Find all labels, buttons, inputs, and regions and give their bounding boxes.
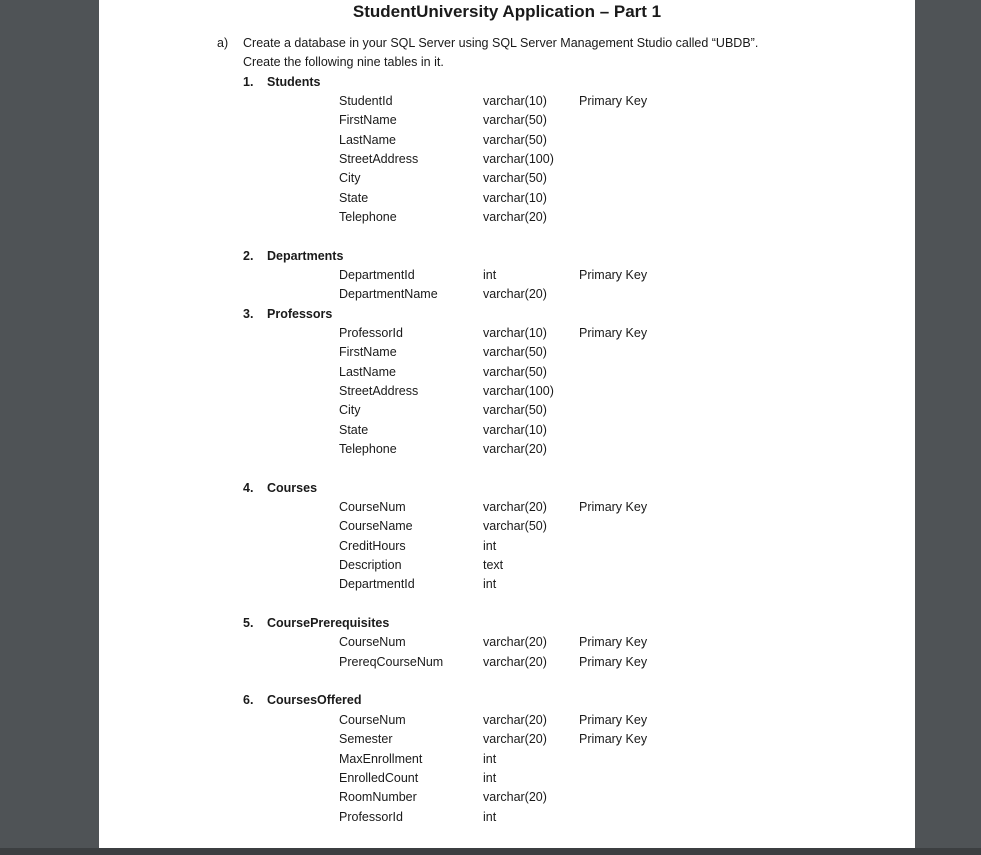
column-name: EnrolledCount — [339, 770, 419, 785]
column-type: varchar(20) — [483, 790, 547, 805]
column-type: int — [483, 268, 497, 282]
column-row — [99, 421, 915, 440]
column-name: Telephone — [339, 209, 397, 224]
column-name: MaxEnrollment — [339, 751, 423, 766]
column-row — [99, 808, 915, 827]
column-row — [99, 730, 915, 749]
column-name: State — [339, 190, 369, 205]
column-row — [99, 189, 915, 208]
column-row — [99, 633, 915, 652]
document-page — [99, 0, 915, 848]
column-type: varchar(50) — [483, 345, 547, 360]
column-row — [99, 498, 915, 517]
column-type: varchar(20) — [483, 732, 547, 747]
column-row — [99, 285, 915, 304]
column-type: varchar(20) — [483, 654, 547, 669]
column-name: StreetAddress — [339, 151, 419, 166]
column-row — [99, 382, 915, 401]
column-name: CourseName — [339, 519, 413, 534]
table-number: 5. — [243, 616, 254, 630]
table-number: 1. — [243, 75, 254, 89]
column-type: varchar(10) — [483, 326, 547, 340]
column-row — [99, 131, 915, 150]
column-key: Primary Key — [579, 713, 648, 727]
table-heading — [243, 614, 389, 633]
column-name: ProfessorId — [339, 326, 403, 340]
column-type: varchar(20) — [483, 635, 547, 649]
column-row — [99, 750, 915, 769]
column-key: Primary Key — [579, 500, 648, 514]
column-name: DepartmentId — [339, 577, 415, 592]
column-name: FirstName — [339, 113, 397, 128]
column-row — [99, 324, 915, 343]
column-name: StudentId — [339, 94, 393, 108]
column-key: Primary Key — [579, 654, 648, 669]
column-row — [99, 343, 915, 362]
table-number: 3. — [243, 307, 254, 321]
column-key: Primary Key — [579, 732, 648, 747]
column-type: varchar(50) — [483, 113, 547, 128]
column-type: varchar(50) — [483, 171, 547, 186]
column-type: varchar(20) — [483, 713, 547, 727]
column-row — [99, 401, 915, 420]
column-name: LastName — [339, 364, 396, 379]
column-row — [99, 111, 915, 130]
table-name: Professors — [267, 307, 333, 321]
column-name: Description — [339, 558, 402, 573]
column-type: int — [483, 577, 497, 592]
column-row — [99, 788, 915, 807]
column-key: Primary Key — [579, 94, 648, 108]
column-type: varchar(50) — [483, 364, 547, 379]
table-name: Students — [267, 75, 321, 89]
column-name: CourseNum — [339, 500, 406, 514]
document-title: StudentUniversity Application – Part 1 — [352, 2, 662, 21]
list-marker: a) — [217, 36, 229, 50]
column-key: Primary Key — [579, 268, 648, 282]
column-row — [99, 208, 915, 227]
column-type: text — [483, 558, 504, 573]
table-heading — [243, 73, 320, 92]
column-name: DepartmentId — [339, 268, 415, 282]
table-number: 4. — [243, 481, 254, 495]
column-type: int — [483, 809, 497, 824]
column-key: Primary Key — [579, 635, 648, 649]
column-name: FirstName — [339, 345, 397, 360]
column-name: CourseNum — [339, 635, 406, 649]
column-type: int — [483, 770, 497, 785]
column-name: StreetAddress — [339, 384, 419, 399]
table-heading — [243, 305, 332, 324]
column-name: Semester — [339, 732, 393, 747]
column-type: varchar(20) — [483, 287, 547, 302]
column-type: varchar(100) — [483, 384, 554, 399]
column-row — [99, 169, 915, 188]
column-name: State — [339, 422, 369, 437]
column-name: LastName — [339, 132, 396, 147]
column-row — [99, 363, 915, 382]
column-row — [99, 711, 915, 730]
column-row — [99, 537, 915, 556]
column-row — [99, 769, 915, 788]
table-heading — [243, 691, 361, 710]
column-name: CourseNum — [339, 713, 406, 727]
table-name: CoursePrerequisites — [267, 616, 390, 630]
column-type: int — [483, 751, 497, 766]
column-row — [99, 575, 915, 594]
column-type: varchar(50) — [483, 403, 547, 418]
column-name: CreditHours — [339, 538, 406, 553]
table-number: 2. — [243, 249, 254, 263]
column-type: varchar(10) — [483, 422, 547, 437]
intro-text-line-2: Create the following nine tables in it. — [243, 55, 444, 69]
table-heading — [243, 247, 343, 266]
table-name: CoursesOffered — [267, 693, 362, 707]
column-row — [99, 517, 915, 536]
column-type: varchar(10) — [483, 94, 547, 108]
column-type: varchar(20) — [483, 209, 547, 224]
column-type: int — [483, 538, 497, 553]
table-heading — [243, 479, 317, 498]
intro-text-line-1: Create a database in your SQL Server using SQL Server Management Studio called “UBDB”. — [243, 36, 759, 50]
table-number: 6. — [243, 693, 254, 707]
table-name: Departments — [267, 249, 344, 263]
column-name: City — [339, 403, 361, 418]
column-row — [99, 150, 915, 169]
column-row — [99, 266, 915, 285]
column-type: varchar(20) — [483, 500, 547, 514]
column-name: ProfessorId — [339, 809, 403, 824]
column-row — [99, 92, 915, 111]
column-row — [99, 653, 915, 672]
column-row — [99, 440, 915, 459]
column-row — [99, 556, 915, 575]
column-type: varchar(100) — [483, 151, 554, 166]
column-name: RoomNumber — [339, 790, 417, 805]
column-name: City — [339, 171, 361, 186]
column-name: Telephone — [339, 442, 397, 457]
column-name: PrereqCourseNum — [339, 654, 444, 669]
viewer-bottom-bar — [0, 848, 981, 855]
table-name: Courses — [267, 481, 318, 495]
column-type: varchar(20) — [483, 442, 547, 457]
column-name: DepartmentName — [339, 287, 438, 302]
column-type: varchar(10) — [483, 190, 547, 205]
column-key: Primary Key — [579, 326, 648, 340]
column-type: varchar(50) — [483, 132, 547, 147]
column-type: varchar(50) — [483, 519, 547, 534]
